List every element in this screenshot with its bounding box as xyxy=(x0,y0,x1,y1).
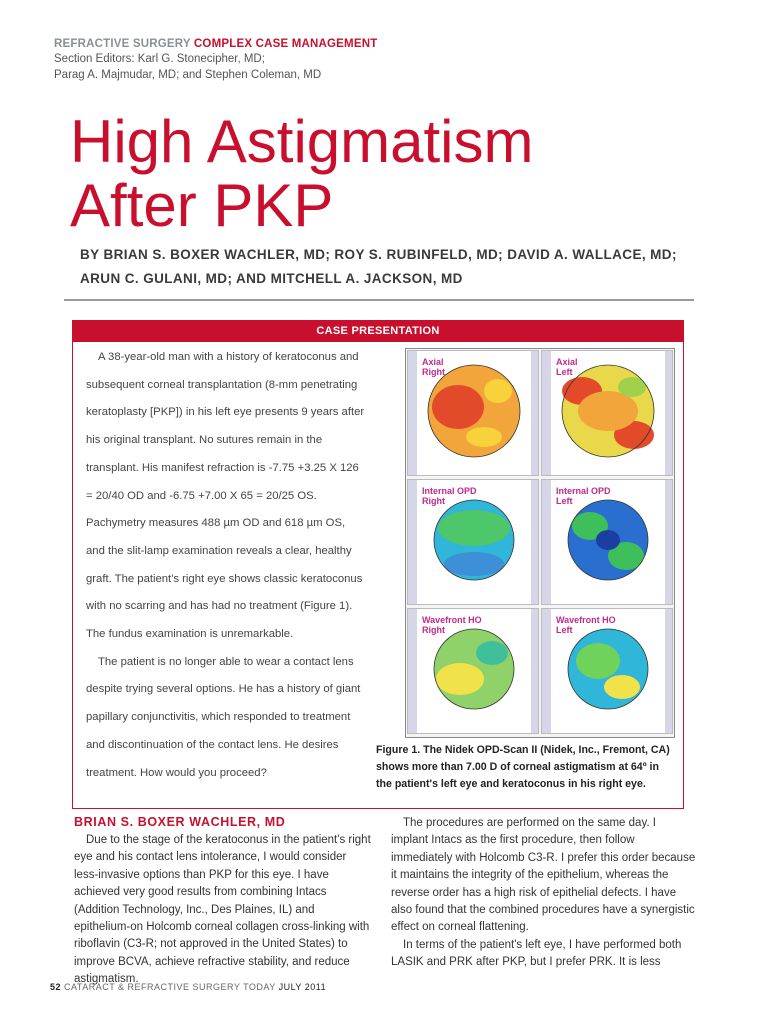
divider xyxy=(64,299,694,301)
case-presentation-heading: CASE PRESENTATION xyxy=(72,320,684,342)
panel-label-line1: Axial xyxy=(556,357,578,367)
internal-opd-left-map xyxy=(541,479,673,605)
panel-label-line2: Right xyxy=(422,496,445,506)
title-line1: High Astigmatism xyxy=(70,108,534,175)
panel-label-line2: Left xyxy=(556,496,573,506)
panel-label-line1: Wavefront HO xyxy=(556,615,616,625)
figure-1-image xyxy=(405,348,675,738)
panel-label-line2: Right xyxy=(422,367,445,377)
article-title xyxy=(70,110,533,238)
panel-label-line1: Axial xyxy=(422,357,444,367)
panel-label-line1: Wavefront HO xyxy=(422,615,482,625)
panel-label-line2: Left xyxy=(556,367,573,377)
axial-right-map xyxy=(407,350,539,476)
page-number: 52 xyxy=(50,982,62,992)
wavefront-ho-left-map xyxy=(541,608,673,734)
section-editors-line1: Section Editors: Karl G. Stonecipher, MD; xyxy=(54,53,265,65)
issue-date: JULY 2011 xyxy=(278,982,327,992)
byline-line2: ARUN C. GULANI, MD; AND MITCHELL A. JACKSON, MD xyxy=(80,271,463,286)
section-editors-line2: Parag A. Majmudar, MD; and Stephen Coleman, MD xyxy=(54,69,322,81)
panel-label-line2: Right xyxy=(422,625,445,635)
panel-label-line2: Left xyxy=(556,625,573,635)
wavefront-ho-right-map xyxy=(407,608,539,734)
col2-paragraph-1: The procedures are performed on the same day. I implant Intacs as the first procedure, then follow immediately with Holcomb C3-R. I prefer this order because it maintains the integrity of the epithelium, whereas the reverse order has a high risk of epithelial defects. I have also found that the combined procedures have a synergistic effect on corneal flattening. xyxy=(391,817,696,934)
body-column-1 xyxy=(74,832,372,989)
publication-name: CATARACT & REFRACTIVE SURGERY TODAY xyxy=(64,982,276,992)
axial-left-map xyxy=(541,350,673,476)
col1-paragraph: Due to the stage of the keratoconus in the patient's right eye and his contact lens intolerance, I would consider less-invasive options than PKP for this eye. I have achieved very good results from combining Intacs (Addition Technology, Inc., Des Plaines, IL) and epithelium-on Holcomb corneal collagen cross-linking with riboflavin (C3-R; not approved in the United States) to improve BCVA, achieve refractive stability, and reduce astigmatism. xyxy=(74,834,371,986)
figure-caption: Figure 1. The Nidek OPD-Scan II (Nidek, Inc., Fremont, CA) shows more than 7.00 D of corneal astigmatism at 64º in the patient's left eye and keratoconus in his right eye. xyxy=(376,744,670,790)
byline-line1: BY BRIAN S. BOXER WACHLER, MD; ROY S. RUBINFELD, MD; DAVID A. WALLACE, MD; xyxy=(80,247,677,262)
title-line2: After PKP xyxy=(70,172,334,239)
case-paragraph-1: A 38-year-old man with a history of keratoconus and subsequent corneal transplantation (8-mm penetrating keratoplasty [PKP]) in his left eye presents 9 years after his original transplant. No sutures remain in the transplant. His manifest refraction is -7.75 +3.25 X 126 = 20/40 OD and -6.75 +7.00 X 65 = 20/25 OS. Pachymetry measures 488 µm OD and 618 µm OS, and the slit-lamp examination reveals a clear, healthy graft. The patient's right eye shows classic keratoconus with no scarring and has had no treatment (Figure 1). The fundus examination is unremarkable. xyxy=(86,351,365,641)
page-footer xyxy=(50,982,326,992)
case-paragraph-2: The patient is no longer able to wear a contact lens despite trying several options. He has a history of giant papillary conjunctivitis, which responded to treatment and discontinuation of the contact lens. He desires treatment. How would you proceed? xyxy=(86,655,361,779)
col2-paragraph-2: In terms of the patient's left eye, I have performed both LASIK and PRK after PKP, but I prefer PRK. It is less xyxy=(391,938,682,969)
author-heading: BRIAN S. BOXER WACHLER, MD xyxy=(74,815,286,829)
internal-opd-right-map xyxy=(407,479,539,605)
category-sub: COMPLEX CASE MANAGEMENT xyxy=(193,38,378,50)
section-category xyxy=(54,38,377,50)
body-column-2 xyxy=(391,815,696,972)
panel-label-line1: Internal OPD xyxy=(422,486,477,496)
case-presentation-text xyxy=(86,344,366,787)
category-main: REFRACTIVE SURGERY xyxy=(54,38,191,50)
panel-label-line1: Internal OPD xyxy=(556,486,611,496)
